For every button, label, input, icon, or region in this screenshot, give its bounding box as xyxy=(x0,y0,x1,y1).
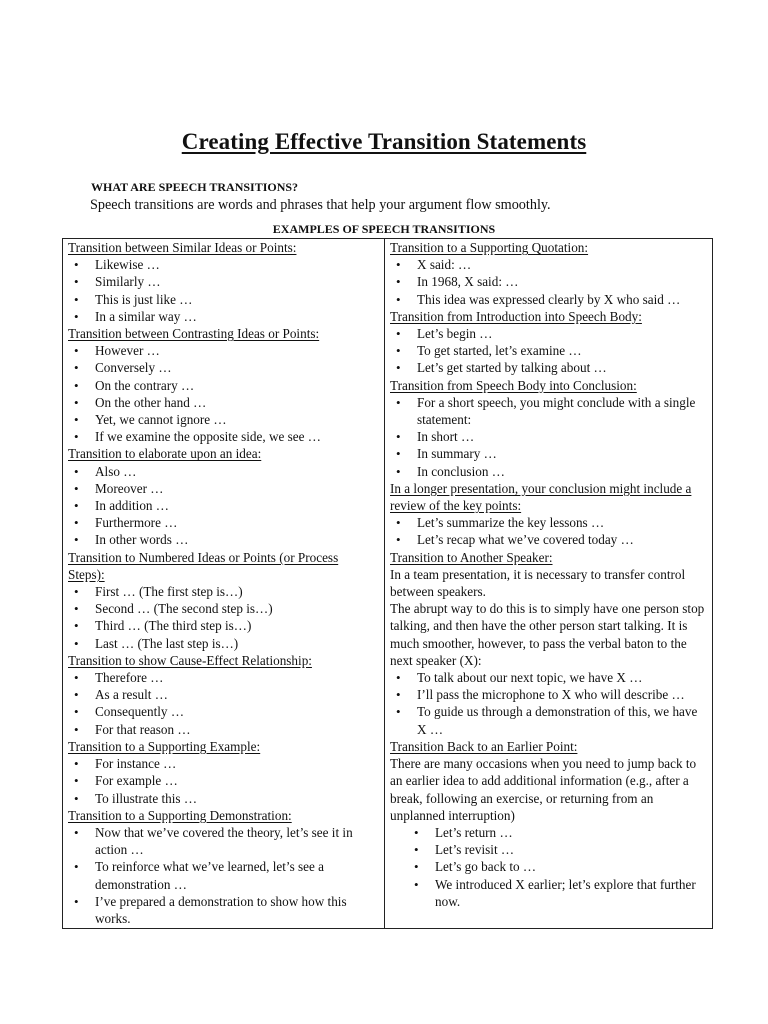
section-heading: Transition from Speech Body into Conclusion: xyxy=(390,377,637,393)
bullet-list xyxy=(390,669,708,738)
paragraph: The abrupt way to do this is to simply have one person stop talking, and then have the other person start talking. It is much smoother, however, to pass the verbal baton to the next speaker (X): xyxy=(390,601,705,668)
section-heading: Transition to a Supporting Example: xyxy=(68,738,261,754)
paragraph: In a team presentation, it is necessary to transfer control between speakers. xyxy=(390,566,686,600)
list-item: • First … (The first step is…) xyxy=(68,583,378,600)
section-heading: Transition to elaborate upon an idea: xyxy=(68,446,262,462)
bullet-list xyxy=(68,669,378,738)
list-item: • Yet, we cannot ignore … xyxy=(68,411,378,428)
list-item: • Also … xyxy=(68,463,378,480)
section-heading: Transition to show Cause-Effect Relationship: xyxy=(68,652,312,668)
list-item: • For instance … xyxy=(68,755,378,772)
list-item: • Let’s summarize the key lessons … xyxy=(390,514,708,531)
list-item: • On the other hand … xyxy=(68,394,378,411)
list-item: • In 1968, X said: … xyxy=(390,273,708,290)
list-item: • Furthermore … xyxy=(68,514,378,531)
bullet-list xyxy=(390,514,708,548)
column-divider xyxy=(384,238,385,929)
list-item: • Let’s recap what we’ve covered today … xyxy=(390,531,708,548)
list-item: • Let’s get started by talking about … xyxy=(390,359,708,376)
list-item: • I’ve prepared a demonstration to show how this works. xyxy=(68,893,378,927)
intro-question: WHAT ARE SPEECH TRANSITIONS? xyxy=(91,180,299,194)
paragraph: There are many occasions when you need to jump back to an earlier idea to add additional information (e.g., after a break, following an exercise, or returning from an unplanned interruption) xyxy=(390,756,697,823)
list-item: • For example … xyxy=(68,772,378,789)
left-column xyxy=(68,239,378,927)
list-item: • On the contrary … xyxy=(68,377,378,394)
list-item: • X said: … xyxy=(390,256,708,273)
bullet-list xyxy=(68,256,378,325)
section-heading: Transition to Numbered Ideas or Points (or Process Steps): xyxy=(68,549,339,582)
right-column xyxy=(390,239,708,910)
section-heading: Transition between Similar Ideas or Points: xyxy=(68,240,297,255)
page-title: Creating Effective Transition Statements xyxy=(181,129,587,154)
list-item: • Now that we’ve covered the theory, let’s see it in action … xyxy=(68,824,378,858)
bullet-list xyxy=(390,824,708,910)
bullet-list xyxy=(68,342,378,445)
list-item: • I’ll pass the microphone to X who will describe … xyxy=(390,686,708,703)
list-item: • In a similar way … xyxy=(68,308,378,325)
list-item: • Moreover … xyxy=(68,480,378,497)
section-heading: In a longer presentation, your conclusion might include a review of the key points: xyxy=(390,480,692,514)
list-item: • To illustrate this … xyxy=(68,790,378,807)
section-heading: Transition between Contrasting Ideas or Points: xyxy=(68,326,320,342)
bullet-list xyxy=(68,583,378,652)
bullet-list xyxy=(390,256,708,308)
bullet-list xyxy=(390,394,708,480)
examples-heading: EXAMPLES OF SPEECH TRANSITIONS xyxy=(272,222,496,236)
list-item: • We introduced X earlier; let’s explore that further now. xyxy=(390,876,708,910)
list-item: • As a result … xyxy=(68,686,378,703)
list-item: • Let’s revisit … xyxy=(390,841,708,858)
list-item: • Let’s return … xyxy=(390,824,708,841)
list-item: • Similarly … xyxy=(68,273,378,290)
list-item: • Second … (The second step is…) xyxy=(68,600,378,617)
bullet-list xyxy=(68,755,378,807)
list-item: • To get started, let’s examine … xyxy=(390,342,708,359)
list-item: • Let’s begin … xyxy=(390,325,708,342)
section-heading: Transition from Introduction into Speech Body: xyxy=(390,308,642,324)
list-item: • To reinforce what we’ve learned, let’s see a demonstration … xyxy=(68,858,378,892)
list-item: • Therefore … xyxy=(68,669,378,686)
list-item: • If we examine the opposite side, we see … xyxy=(68,428,378,445)
list-item: • Likewise … xyxy=(68,256,378,273)
list-item: • Consequently … xyxy=(68,703,378,720)
bullet-list xyxy=(68,463,378,549)
section-heading: Transition to a Supporting Demonstration: xyxy=(68,807,292,823)
list-item: • Let’s go back to … xyxy=(390,858,708,875)
list-item: • In conclusion … xyxy=(390,463,708,480)
list-item: • This is just like … xyxy=(68,291,378,308)
bullet-list xyxy=(68,824,378,927)
list-item: • Third … (The third step is…) xyxy=(68,617,378,634)
list-item: • In short … xyxy=(390,428,708,445)
list-item: • To talk about our next topic, we have X … xyxy=(390,669,708,686)
section-heading: Transition to Another Speaker: xyxy=(390,549,553,565)
list-item: • For that reason … xyxy=(68,721,378,738)
list-item: • However … xyxy=(68,342,378,359)
intro-answer: Speech transitions are words and phrases that help your argument flow smoothly. xyxy=(90,197,551,213)
list-item: • This idea was expressed clearly by X who said … xyxy=(390,291,708,308)
list-item: • In addition … xyxy=(68,497,378,514)
list-item: • Last … (The last step is…) xyxy=(68,635,378,652)
list-item: • Conversely … xyxy=(68,359,378,376)
section-heading: Transition to a Supporting Quotation: xyxy=(390,240,589,255)
bullet-list xyxy=(390,325,708,377)
list-item: • In summary … xyxy=(390,445,708,462)
section-heading: Transition Back to an Earlier Point: xyxy=(390,738,578,754)
list-item: • To guide us through a demonstration of this, we have X … xyxy=(390,703,708,737)
list-item: • In other words … xyxy=(68,531,378,548)
list-item: • For a short speech, you might conclude with a single statement: xyxy=(390,394,708,428)
